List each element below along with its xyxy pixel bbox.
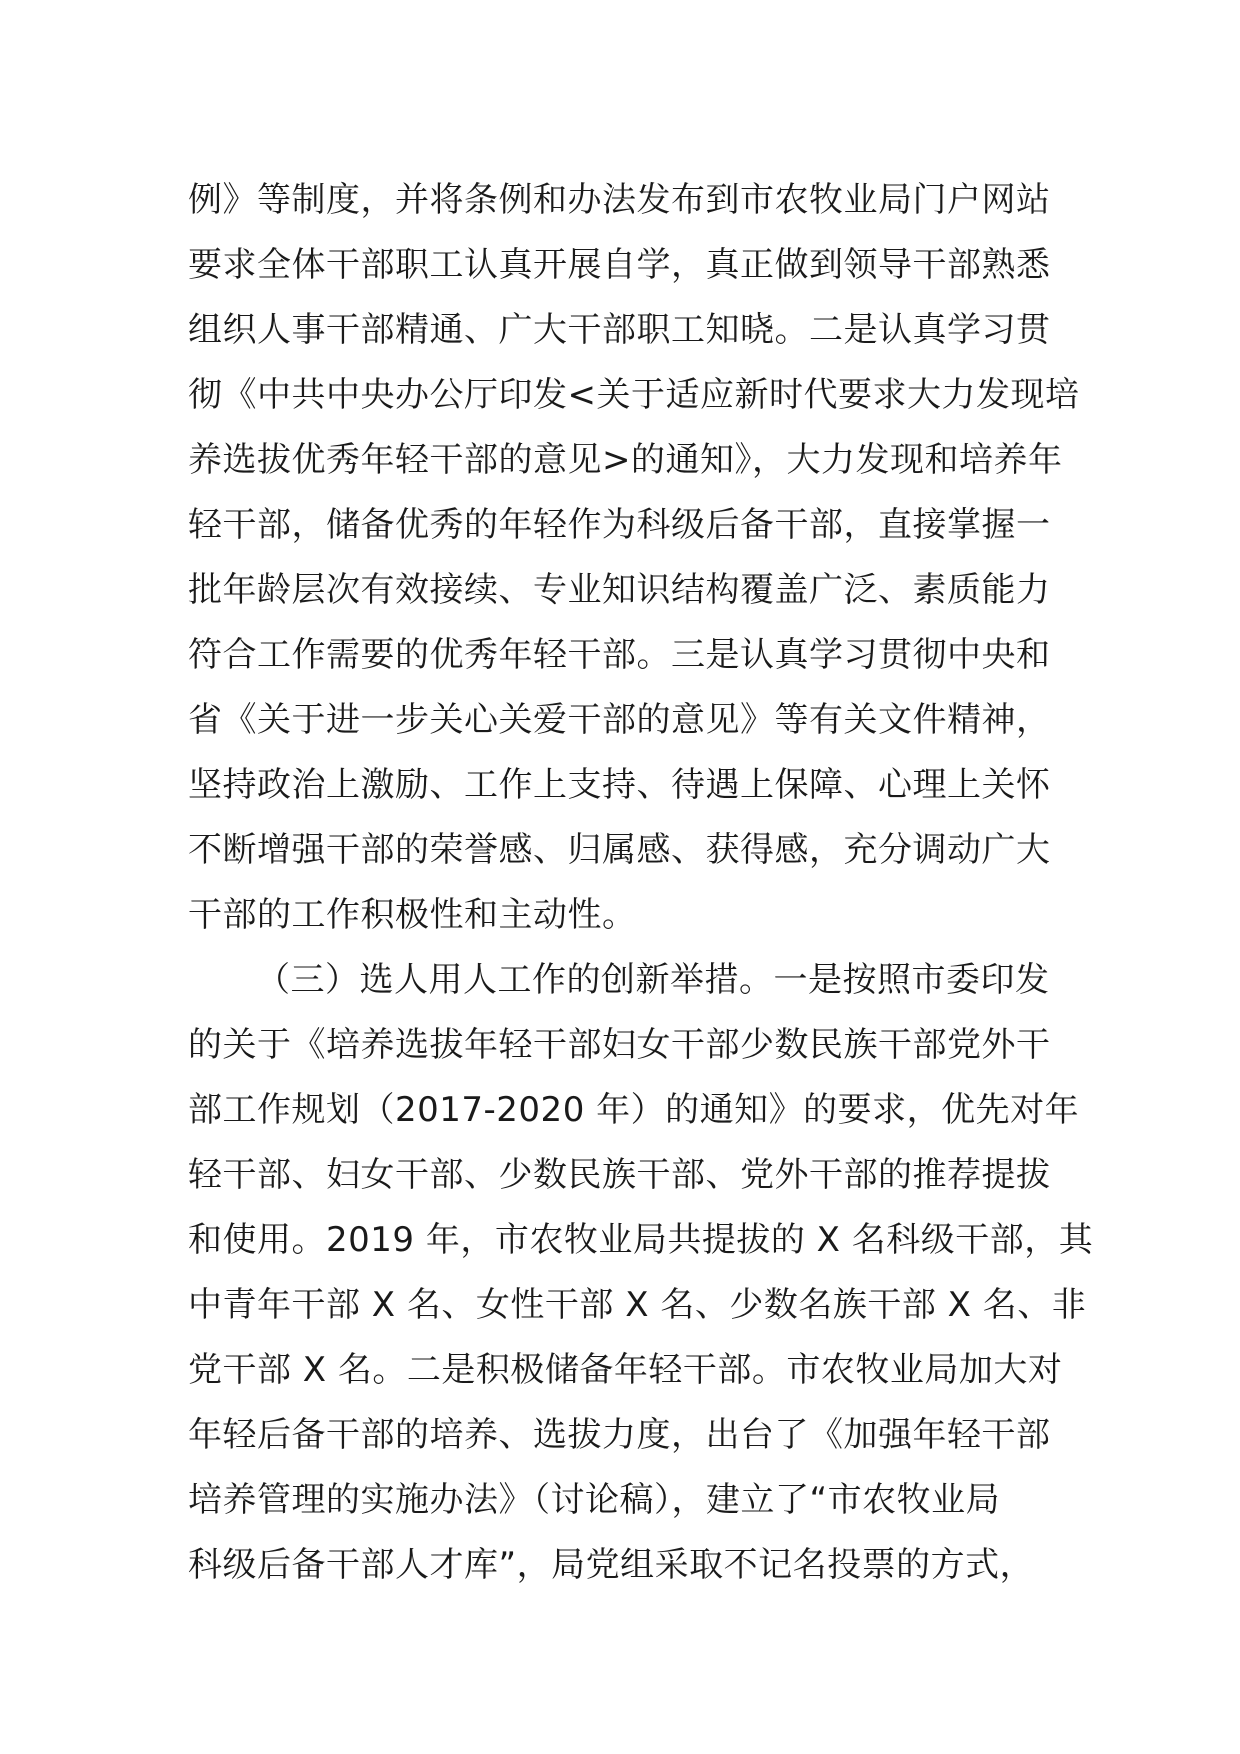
text-line: 培养管理的实施办法》（讨论稿），建立了“市农牧业局 <box>188 1480 1001 1520</box>
text-line: 坚持政治上激励、工作上支持、待遇上保障、心理上关怀 <box>188 765 1051 805</box>
text-line: 例》等制度，并将条例和办法发布到市农牧业局门户网站 <box>188 180 1051 220</box>
text-line: 养选拔优秀年轻干部的意见>的通知》，大力发现和培养年 <box>188 440 1063 480</box>
text-line: 要求全体干部职工认真开展自学，真正做到领导干部熟悉 <box>188 245 1051 285</box>
section-heading-line: （三）选人用人工作的创新举措。一是按照市委印发 <box>256 960 1050 1000</box>
text-line: 党干部 X 名。二是积极储备年轻干部。市农牧业局加大对 <box>188 1350 1063 1390</box>
text-line: 不断增强干部的荣誉感、归属感、获得感，充分调动广大 <box>188 830 1051 870</box>
text-line: 符合工作需要的优秀年轻干部。三是认真学习贯彻中央和 <box>188 635 1051 675</box>
text-line: 省《关于进一步关心关爱干部的意见》等有关文件精神， <box>188 700 1051 740</box>
text-line: 年轻后备干部的培养、选拔力度，出台了《加强年轻干部 <box>188 1415 1051 1455</box>
text-line: 中青年干部 X 名、女性干部 X 名、少数名族干部 X 名、非 <box>188 1285 1087 1325</box>
text-line: 轻干部、妇女干部、少数民族干部、党外干部的推荐提拔 <box>188 1155 1051 1195</box>
text-line: 批年龄层次有效接续、专业知识结构覆盖广泛、素质能力 <box>188 570 1051 610</box>
text-line: 和使用。2019 年，市农牧业局共提拔的 X 名科级干部，其 <box>188 1220 1094 1260</box>
text-line: 彻《中共中央办公厅印发<关于适应新时代要求大力发现培 <box>188 375 1080 415</box>
text-line: 部工作规划（2017-2020 年）的通知》的要求，优先对年 <box>188 1090 1080 1130</box>
text-line: 干部的工作积极性和主动性。 <box>188 895 637 935</box>
text-line: 轻干部，储备优秀的年轻作为科级后备干部，直接掌握一 <box>188 505 1051 545</box>
body-text <box>188 168 1094 1598</box>
text-line: 的关于《培养选拔年轻干部妇女干部少数民族干部党外干 <box>188 1025 1051 1065</box>
text-line: 组织人事干部精通、广大干部职工知晓。二是认真学习贯 <box>188 310 1051 350</box>
text-line: 科级后备干部人才库”，局党组采取不记名投票的方式， <box>188 1545 1035 1585</box>
